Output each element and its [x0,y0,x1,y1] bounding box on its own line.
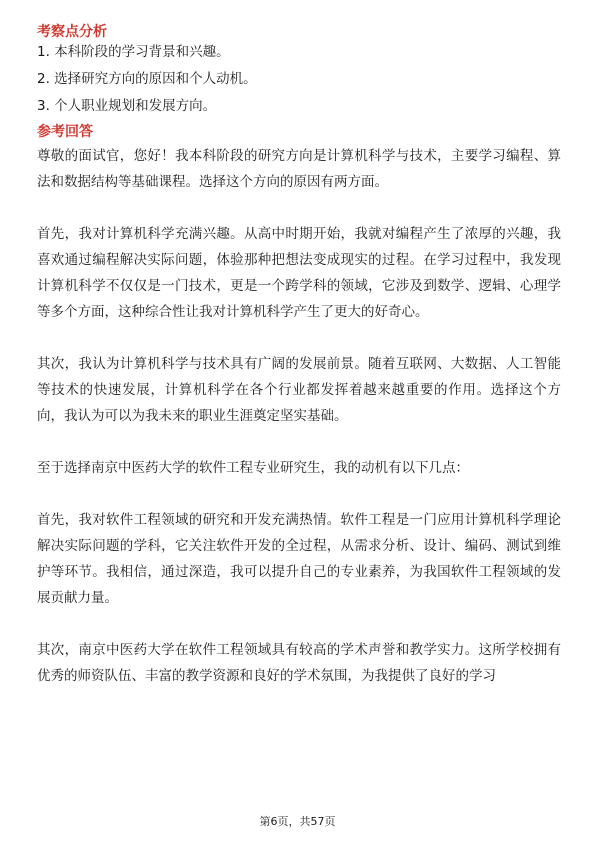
page-number: 第6页，共57页 [259,815,336,828]
page-content [37,22,561,715]
paragraph: 其次，我认为计算机科学与技术具有广阔的发展前景。随着互联网、大数据、人工智能等技术的快速发展，计算机科学在各个行业都发挥着越来越重要的作用。选择这个方向，我认为可以为我未来的职业生涯奠定坚实基础。 [37,356,561,424]
paragraph: 其次，南京中医药大学在软件工程领域具有较高的学术声誉和教学实力。这所学校拥有优秀的师资队伍、丰富的教学资源和良好的学术氛围，为我提供了良好的学习 [37,642,561,684]
paragraph: 尊敬的面试官，您好！我本科阶段的研究方向是计算机科学与技术，主要学习编程、算法和数据结构等基础课程。选择这个方向的原因有两方面。 [37,148,561,190]
paragraph: 至于选择南京中医药大学的软件工程专业研究生，我的动机有以下几点： [37,460,469,476]
paragraph: 首先，我对计算机科学充满兴趣。从高中时期开始，我就对编程产生了浓厚的兴趣，我喜欢通过编程解决实际问题，体验那种把想法变成现实的过程。在学习过程中，我发现计算机科学不仅仅是一门技术，更是一个跨学科的领域，它涉及到数学、逻辑、心理学等多个方面，这种综合性让我对计算机科学产生了更大的好奇心。 [37,226,561,320]
paragraph: 首先，我对软件工程领域的研究和开发充满热情。软件工程是一门应用计算机科学理论解决实际问题的学科，它关注软件开发的全过程，从需求分析、设计、编码、测试到维护等环节。我相信，通过深造，我可以提升自己的专业素养，为我国软件工程领域的发展贡献力量。 [37,512,561,606]
list-item: 1. 本科阶段的学习背景和兴趣。 [37,44,230,60]
list-item: 3. 个人职业规划和发展方向。 [37,98,217,114]
analysis-list [37,42,561,116]
section-heading-analysis: 考察点分析 [37,24,107,40]
answer-body [37,143,561,689]
section-heading-answer: 参考回答 [37,124,93,140]
list-item: 2. 选择研究方向的原因和个人动机。 [37,71,257,87]
